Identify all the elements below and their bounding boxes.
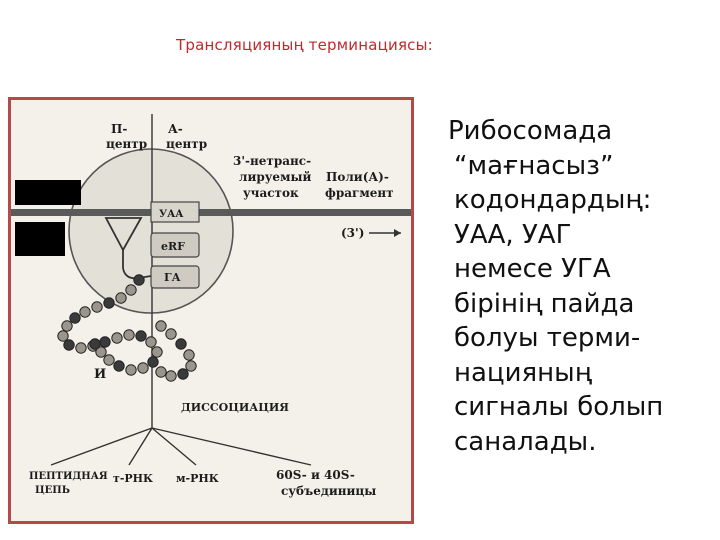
label-direction: (3')	[341, 226, 365, 240]
peptide-bead	[114, 361, 124, 371]
label-gtp: ГА	[164, 271, 181, 284]
label-utr-1: 3'-нетранс-	[233, 154, 312, 168]
label-mrna: м-РНК	[176, 472, 219, 485]
label-utr-3: участок	[243, 186, 299, 200]
label-erf: eRF	[161, 240, 185, 253]
direction-arrow-head	[394, 229, 401, 237]
black-block-lower	[15, 222, 65, 256]
body-line: УАА, УАГ	[454, 219, 572, 250]
label-a-site-2: центр	[166, 137, 208, 151]
label-subunits-1: 60S- и 40S-	[276, 468, 355, 482]
slide-title: Трансляцияның терминациясы:	[176, 36, 433, 54]
figure-frame	[8, 97, 414, 524]
label-subunits-2: субъединицы	[281, 484, 377, 498]
peptide-bead	[166, 329, 176, 339]
body-line: кодондардың:	[454, 185, 652, 215]
peptide-bead	[134, 275, 144, 285]
peptide-bead	[186, 361, 196, 371]
peptide-bead	[80, 307, 90, 317]
ribosome-circle	[69, 149, 233, 313]
peptide-bead	[184, 350, 194, 360]
label-and: И	[94, 367, 107, 382]
peptide-bead	[64, 340, 74, 350]
body-line: “мағнасыз”	[454, 150, 614, 181]
peptide-bead	[126, 285, 136, 295]
peptide-bead	[70, 313, 80, 323]
body-line: нацияның	[454, 357, 592, 388]
label-dissociation: ДИССОЦИАЦИЯ	[181, 401, 289, 414]
peptide-bead	[126, 365, 136, 375]
body-line: болуы терми-	[454, 323, 641, 353]
mrna-strand	[11, 209, 411, 216]
peptide-bead	[156, 321, 166, 331]
peptide-bead	[152, 347, 162, 357]
arrow-subunits	[152, 428, 311, 465]
peptide-bead	[146, 337, 156, 347]
body-line: бірінің пайда	[454, 288, 635, 319]
peptide-bead	[166, 371, 176, 381]
label-peptide-1: ПЕПТИДНАЯ	[29, 471, 108, 482]
label-p-site-2: центр	[106, 137, 148, 151]
peptide-bead	[138, 363, 148, 373]
peptide-bead	[104, 298, 114, 308]
label-polya-2: фрагмент	[325, 186, 394, 200]
peptide-bead	[148, 357, 158, 367]
peptide-bead	[176, 339, 186, 349]
label-peptide-2: ЦЕПЬ	[35, 485, 70, 496]
label-p-site-1: П-	[111, 122, 128, 136]
arrow-trna	[129, 428, 152, 465]
label-polya-1: Поли(А)-	[326, 170, 389, 184]
peptide-bead	[76, 343, 86, 353]
body-text	[426, 114, 716, 459]
body-line: Рибосомада	[448, 116, 613, 146]
peptide-bead	[156, 367, 166, 377]
arrow-peptide	[51, 428, 152, 465]
peptide-bead	[90, 339, 100, 349]
peptide-bead	[62, 321, 72, 331]
peptide-bead	[124, 330, 134, 340]
label-stop-codon: УАА	[159, 209, 184, 220]
peptide-bead	[112, 333, 122, 343]
peptide-bead	[92, 302, 102, 312]
peptide-bead	[136, 331, 146, 341]
peptide-bead	[100, 337, 110, 347]
peptide-bead	[104, 355, 114, 365]
peptide-bead	[178, 369, 188, 379]
termination-diagram	[11, 100, 411, 521]
body-line: сигналы болып	[454, 392, 664, 422]
label-trna: т-РНК	[113, 472, 154, 485]
label-a-site-1: А-	[168, 122, 183, 136]
body-line: саналады.	[454, 426, 597, 457]
label-utr-2: лируемый	[239, 170, 312, 184]
body-line: немесе УГА	[454, 254, 611, 284]
black-block-upper	[15, 180, 81, 205]
peptide-bead	[58, 331, 68, 341]
peptide-bead	[116, 293, 126, 303]
